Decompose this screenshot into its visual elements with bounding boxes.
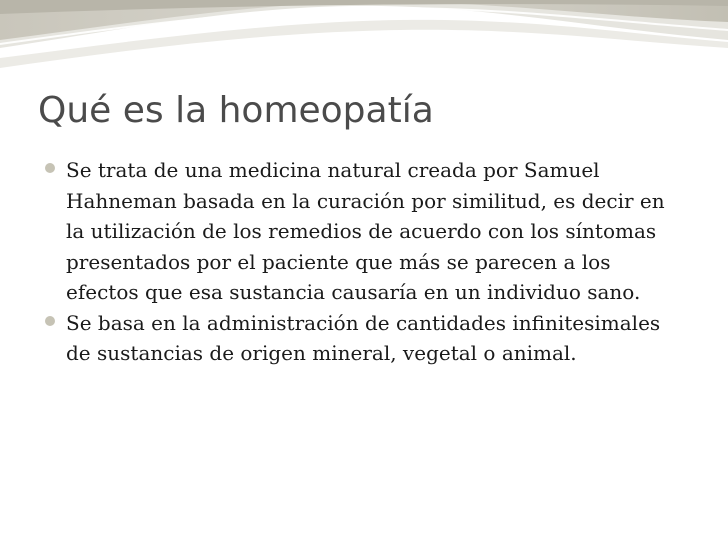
bullet-text: Se basa en la administración de cantidades infinitesimales de sustancias de origen mineral, vegetal o animal. xyxy=(66,310,661,365)
bullet-item xyxy=(42,155,682,308)
bullet-item xyxy=(42,308,682,369)
slide-title: Qué es la homeopatía xyxy=(38,90,434,131)
header-wave-decoration xyxy=(0,0,728,80)
bullet-text: Se trata de una medicina natural creada por Samuel Hahneman basada en la curación por similitud, es decir en la utilización de los remedios de acuerdo con los síntomas presentados por el paciente que más se parecen a los efectos que esa sustancia causaría en un individuo sano. xyxy=(66,158,665,304)
bullet-dot-icon xyxy=(44,315,56,327)
bullet-list xyxy=(42,155,682,369)
bullet-dot-icon xyxy=(44,162,56,174)
